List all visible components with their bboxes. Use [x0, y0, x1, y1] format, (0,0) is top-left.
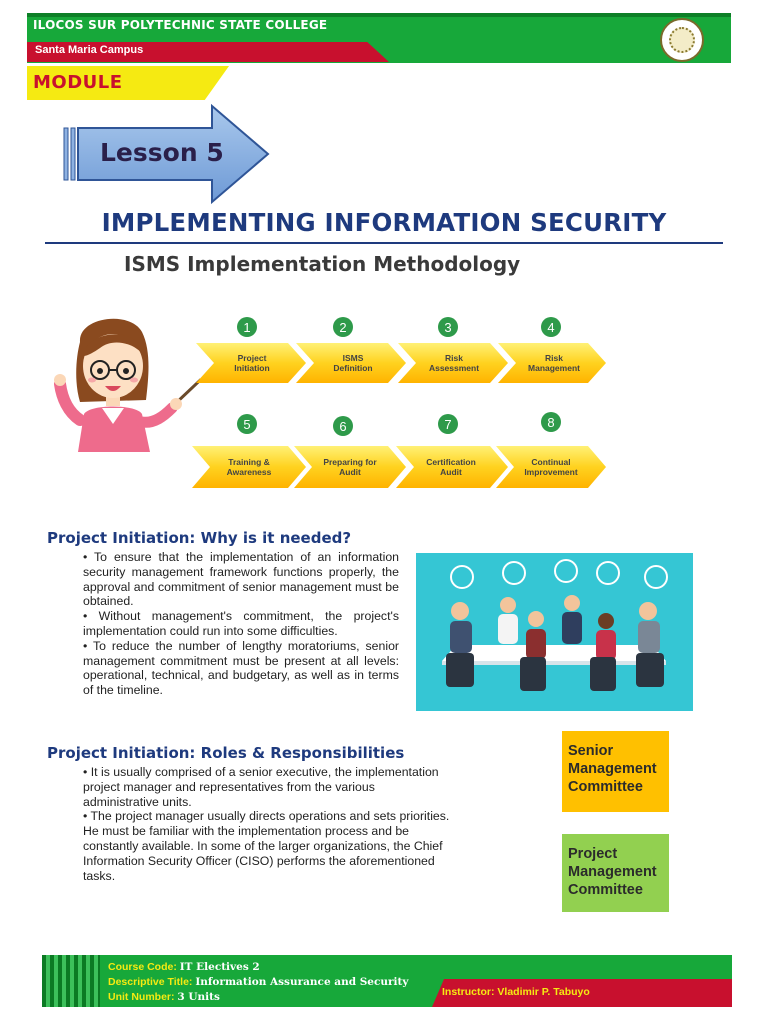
title-divider — [45, 242, 723, 244]
step-1-line1: Project — [237, 353, 267, 363]
section-subtitle: ISMS Implementation Methodology — [124, 252, 521, 276]
step-8-number: 8 — [547, 415, 555, 430]
meeting-scene-icon — [416, 553, 693, 711]
step-5 — [192, 414, 306, 488]
step-2-line2: Definition — [333, 363, 373, 373]
step-2 — [296, 317, 406, 383]
step-1-line2: Initiation — [234, 363, 270, 373]
teacher-illustration-icon — [50, 312, 200, 452]
project-box-line-3: Committee — [568, 882, 643, 898]
step-5-number: 5 — [243, 417, 251, 432]
footer-instructor: Instructor: Vladimir P. Tabuyo — [442, 986, 590, 998]
step-7-line1: Certification — [426, 457, 476, 467]
step-1-number: 1 — [243, 320, 251, 335]
footer-unit-number: Unit Number: 3 Units — [108, 991, 220, 1003]
step-4-number: 4 — [547, 320, 555, 335]
step-8-line2: Improvement — [524, 467, 578, 477]
step-7-line2: Audit — [440, 467, 462, 477]
isms-steps-diagram — [190, 312, 610, 492]
section1-bullet-1: • To ensure that the implementation of an information security management framework functions properly, the approval and commitment of senior management must be obtained. — [83, 550, 399, 609]
section1-bullet-2: • Without management's commitment, the project's implementation could run into some difficulties. — [83, 609, 399, 638]
step-4-line2: Management — [528, 363, 580, 373]
college-seal-icon — [660, 18, 704, 62]
section2-bullet-2: • The project manager usually directs operations and sets priorities. He must be familiar with the implementation process and be constantly available. In some of the larger organizations, the Chief Information Security Officer (CISO) performs the aforementioned tasks. — [83, 809, 450, 883]
step-7 — [396, 414, 508, 488]
section1-body — [83, 550, 399, 698]
lesson-label: Lesson 5 — [100, 138, 224, 167]
header-stripe — [27, 13, 731, 17]
project-box-line-2: Management — [568, 864, 657, 880]
step-1 — [196, 317, 306, 383]
step-4-line1: Risk — [545, 353, 563, 363]
module-label: MODULE — [33, 72, 123, 93]
footer-descriptive-title: Descriptive Title: Information Assurance and Security — [108, 976, 409, 988]
step-3-line2: Assessment — [428, 363, 480, 373]
step-3-line1: Risk — [445, 353, 463, 363]
step-2-number: 2 — [339, 320, 347, 335]
step-2-line1: ISMS — [342, 353, 364, 363]
step-5-line2: Awareness — [226, 467, 272, 477]
step-6-line2: Audit — [339, 467, 361, 477]
step-3 — [398, 317, 508, 383]
step-8 — [496, 412, 606, 488]
project-box-line-1: Project — [568, 846, 618, 862]
section2-heading: Project Initiation: Roles & Responsibilities — [47, 744, 405, 762]
senior-box-line-1: Senior — [568, 743, 614, 759]
step-3-number: 3 — [444, 320, 452, 335]
step-6 — [294, 416, 406, 488]
section1-heading: Project Initiation: Why is it needed? — [47, 529, 352, 547]
campus-name: Santa Maria Campus — [35, 44, 144, 56]
step-8-line1: Continual — [531, 457, 571, 467]
section1-bullet-3: • To reduce the number of lengthy moratoriums, senior management commitment must be present at all levels: operational, technical, and budgetary, as well as in terms of the timeline. — [83, 638, 399, 698]
step-5-line1: Training & — [228, 457, 270, 467]
step-6-line1: Preparing for — [323, 457, 377, 467]
college-name: ILOCOS SUR POLYTECHNIC STATE COLLEGE — [33, 18, 328, 32]
step-4 — [498, 317, 606, 383]
project-management-committee-box — [562, 834, 669, 912]
step-6-number: 6 — [339, 419, 347, 434]
step-7-number: 7 — [444, 417, 452, 432]
section2-body — [83, 765, 453, 883]
footer-course-code: Course Code: IT Electives 2 — [108, 961, 260, 973]
page-title: IMPLEMENTING INFORMATION SECURITY — [101, 208, 667, 237]
footer-stripes — [42, 955, 100, 1007]
senior-box-line-3: Committee — [568, 779, 643, 795]
section2-bullet-1: • It is usually comprised of a senior executive, the implementation project manager and representatives from the various administrative units. — [83, 765, 439, 809]
senior-management-committee-box — [562, 731, 669, 812]
senior-box-line-2: Management — [568, 761, 657, 777]
meeting-illustration — [416, 553, 693, 711]
